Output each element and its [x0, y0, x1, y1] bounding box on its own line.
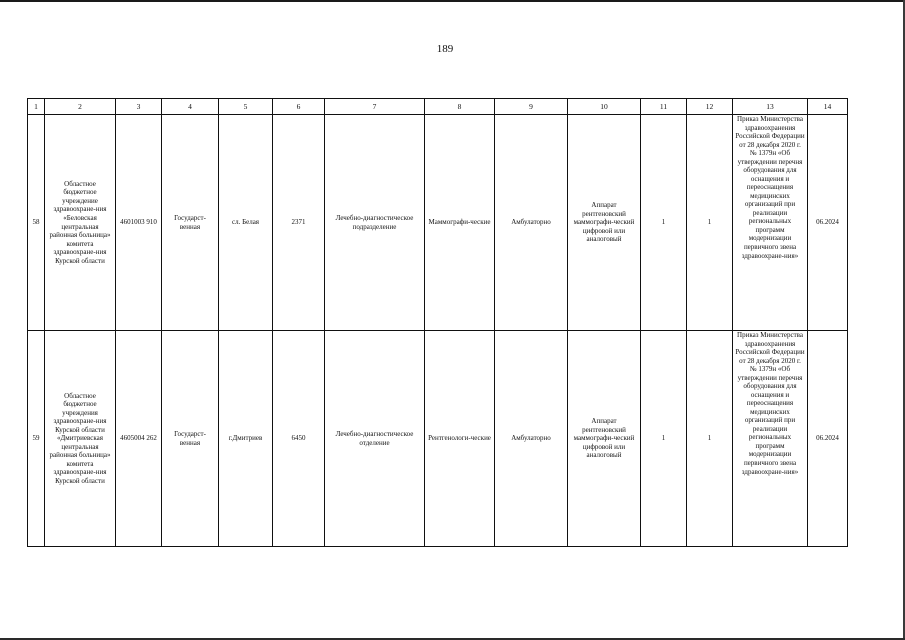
legal-order: Приказ Министерства здравоохранения Российской Федерации от 28 декабря 2020 г. № 1379н «Об утверждении перечня оборудования для оснащения и переоснащения медицинских организаций при реализации региональных программ модернизации первичного звена здравоохране-ния»: [733, 115, 808, 331]
unit-name: Лечебно-диагностическое отделение: [325, 331, 425, 547]
care-type: Амбулаторно: [495, 331, 568, 547]
ownership-type: Государст-венная: [162, 331, 219, 547]
legal-order: Приказ Министерства здравоохранения Российской Федерации от 28 декабря 2020 г. № 1379н «Об утверждении перечня оборудования для оснащения и переоснащения медицинских организаций при реализации региональных программ модернизации первичного звена здравоохране-ния»: [733, 331, 808, 547]
equipment-table: [27, 98, 848, 547]
population: 2371: [273, 115, 325, 331]
ownership-type: Государст-венная: [162, 115, 219, 331]
quantity-cell: 1: [641, 331, 687, 547]
column-header: 7: [325, 99, 425, 115]
column-header: 11: [641, 99, 687, 115]
column-header: 1: [28, 99, 45, 115]
table-row: [28, 115, 848, 331]
row-number: 59: [28, 331, 45, 547]
organization-code: 4601003 910: [116, 115, 162, 331]
locality: г.Дмитриев: [219, 331, 273, 547]
quantity-cell: 1: [641, 115, 687, 331]
column-header: 12: [687, 99, 733, 115]
deadline-date: 06.2024: [808, 331, 848, 547]
column-header: 5: [219, 99, 273, 115]
column-header: 3: [116, 99, 162, 115]
row-number: 58: [28, 115, 45, 331]
locality: сл. Белая: [219, 115, 273, 331]
column-header: 9: [495, 99, 568, 115]
column-header: 13: [733, 99, 808, 115]
quantity-cell: 1: [687, 115, 733, 331]
column-header: 14: [808, 99, 848, 115]
deadline-date: 06.2024: [808, 115, 848, 331]
specialization: Маммографи-ческие: [425, 115, 495, 331]
quantity-cell: 1: [687, 331, 733, 547]
specialization: Рентгенологи-ческие: [425, 331, 495, 547]
column-header: 4: [162, 99, 219, 115]
page-number: 189: [436, 43, 454, 55]
organization-name: Областное бюджетное учреждения здравоохране-ния Курской области «Дмитриевская центральная районная больница» комитета здравоохране-ния Курской области: [45, 331, 116, 547]
equipment-name: Аппарат рентгеновский маммографи-ческий цифровой или аналоговый: [568, 331, 641, 547]
equipment-name: Аппарат рентгеновский маммографи-ческий цифровой или аналоговый: [568, 115, 641, 331]
population: 6450: [273, 331, 325, 547]
column-header: 8: [425, 99, 495, 115]
unit-name: Лечебно-диагностическое подразделение: [325, 115, 425, 331]
organization-name: Областное бюджетное учреждение здравоохране-ния «Беловская центральная районная больница» комитета здравоохране-ния Курской области: [45, 115, 116, 331]
care-type: Амбулаторно: [495, 115, 568, 331]
table-row: [28, 331, 848, 547]
organization-code: 4605004 262: [116, 331, 162, 547]
table-header-row: [28, 99, 848, 115]
scan-edge-top: [0, 0, 905, 2]
column-header: 2: [45, 99, 116, 115]
column-header: 6: [273, 99, 325, 115]
column-header: 10: [568, 99, 641, 115]
